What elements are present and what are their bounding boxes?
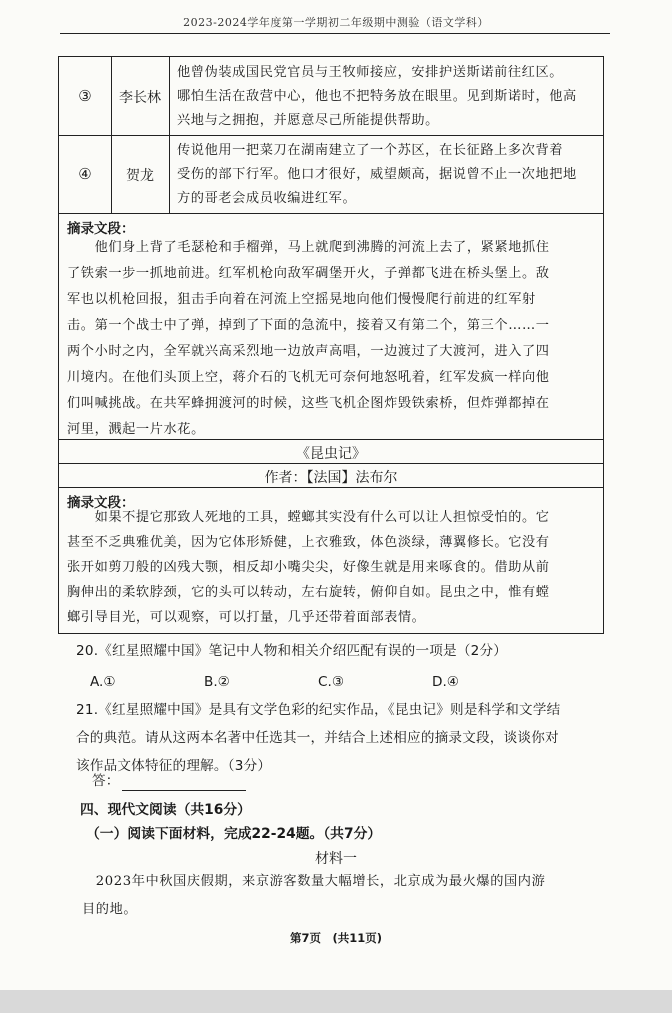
bottom-strip <box>0 990 672 1013</box>
option-c: C.③ <box>318 674 344 690</box>
text-line: 合的典范。请从这两本名著中任选其一，并结合上述相应的摘录文段，谈谈你对 <box>76 730 559 746</box>
text-line: 方的哥老会成员收编进红军。 <box>177 191 357 206</box>
book-author: 作者：【法国】法布尔 <box>264 470 398 486</box>
text-line: 川境内。在他们头顶上空，蒋介石的飞机无可奈何地怒吼着，红军发疯一样向他 <box>67 370 550 385</box>
option-d: D.④ <box>432 674 459 690</box>
page-footer: 第7页 (共11页) <box>289 931 383 945</box>
text-line: 如果不提它那致人死地的工具，螳螂其实没有什么可以让人担惊受怕的。它 <box>67 510 550 525</box>
text-line: 他们身上背了毛瑟枪和手榴弹，马上就爬到沸腾的河流上去了，紧紧地抓住 <box>67 240 550 255</box>
row-divider <box>59 487 603 488</box>
section-subtitle: （一）阅读下面材料，完成22-24题。（共7分） <box>86 826 382 842</box>
person-name: 贺龙 <box>126 168 154 184</box>
text-line: 21.《红星照耀中国》是具有文学色彩的纪实作品，《昆虫记》则是科学和文学结 <box>76 702 561 718</box>
row-divider <box>59 463 603 464</box>
person-description <box>177 139 597 211</box>
column-divider <box>111 57 112 213</box>
row-number: ④ <box>78 165 92 183</box>
row-divider <box>59 135 603 136</box>
notes-table <box>58 56 604 634</box>
row-divider <box>59 439 603 440</box>
option-b: B.② <box>204 674 230 690</box>
text-line: 他曾伪装成国民党官员与王牧师接应，安排护送斯诺前往红区。 <box>177 65 564 80</box>
material-text <box>82 868 612 924</box>
section-title: 四、现代文阅读（共16分） <box>80 802 251 818</box>
text-line: 螂引导目光，可以观察，可以打量，几乎还带着面部表情。 <box>67 610 426 625</box>
text-line: 受伤的部下行军。他口才很好，威望颇高，据说曾不止一次地把地 <box>177 167 577 182</box>
text-line: 甚至不乏典雅优美，因为它体形矫健，上衣雅致，体色淡绿，薄翼修长。它没有 <box>67 535 550 550</box>
text-line: 河里，溅起一片水花。 <box>67 422 205 437</box>
excerpt-text <box>67 505 597 630</box>
text-line: 两个小时之内，全军就兴高采烈地一边放声高唱，一边渡过了大渡河，进入了四 <box>67 344 550 359</box>
page-header: 2023-2024学年度第一学期初二年级期中测验（语文学科） <box>183 16 489 29</box>
excerpt-label: 摘录文段： <box>67 221 135 237</box>
question-20: 20.《红星照耀中国》笔记中人物和相关介绍匹配有误的一项是（2分） <box>76 643 508 659</box>
excerpt-label: 摘录文段： <box>67 495 135 511</box>
option-a: A.① <box>90 674 116 690</box>
text-line: 兴地与之拥抱，并愿意尽己所能提供帮助。 <box>177 113 439 128</box>
text-line: 了铁索一步一抓地前进。红军机枪向敌军碉堡开火，子弹都飞进在桥头堡上。敌 <box>67 266 550 281</box>
text-line: 哪怕生活在敌营中心，他也不把特务放在眼里。见到斯诺时，他高 <box>177 89 577 104</box>
row-divider <box>59 213 603 214</box>
text-line: 传说他用一把菜刀在湖南建立了一个苏区，在长征路上多次背着 <box>177 143 564 158</box>
book-title: 《昆虫记》 <box>296 446 366 462</box>
text-line: 军也以机枪回报，狙击手向着在河流上空摇晃地向他们慢慢爬行前进的红军射 <box>67 292 536 307</box>
column-divider <box>169 57 170 213</box>
text-line: 目的地。 <box>82 902 138 917</box>
text-line: 张开如剪刀般的凶残大颚，相反却小嘴尖尖，好像生就是用来啄食的。借助从前 <box>67 560 550 575</box>
question-21 <box>76 696 616 780</box>
header-rule <box>60 33 610 34</box>
answer-blank-line <box>122 790 246 791</box>
text-line: 2023年中秋国庆假期，来京游客数量大幅增长，北京成为最火爆的国内游 <box>82 874 546 889</box>
text-line: 胸伸出的柔软脖颈，它的头可以转动，左右旋转，俯仰自如。昆虫之中，惟有螳 <box>67 585 550 600</box>
text-line: 该作品文体特征的理解。（3分） <box>76 758 272 774</box>
person-name: 李长林 <box>119 90 161 106</box>
excerpt-text <box>67 235 597 443</box>
row-number: ③ <box>78 87 92 105</box>
text-line: 击。第一个战士中了弹，掉到了下面的急流中，接着又有第二个，第三个……一 <box>67 318 550 333</box>
text-line: 们叫喊挑战。在共军蜂拥渡河的时候，这些飞机企图炸毁铁索桥，但炸弹都掉在 <box>67 396 550 411</box>
person-description <box>177 61 597 133</box>
material-title: 材料一 <box>315 851 357 867</box>
answer-label: 答： <box>92 773 120 789</box>
